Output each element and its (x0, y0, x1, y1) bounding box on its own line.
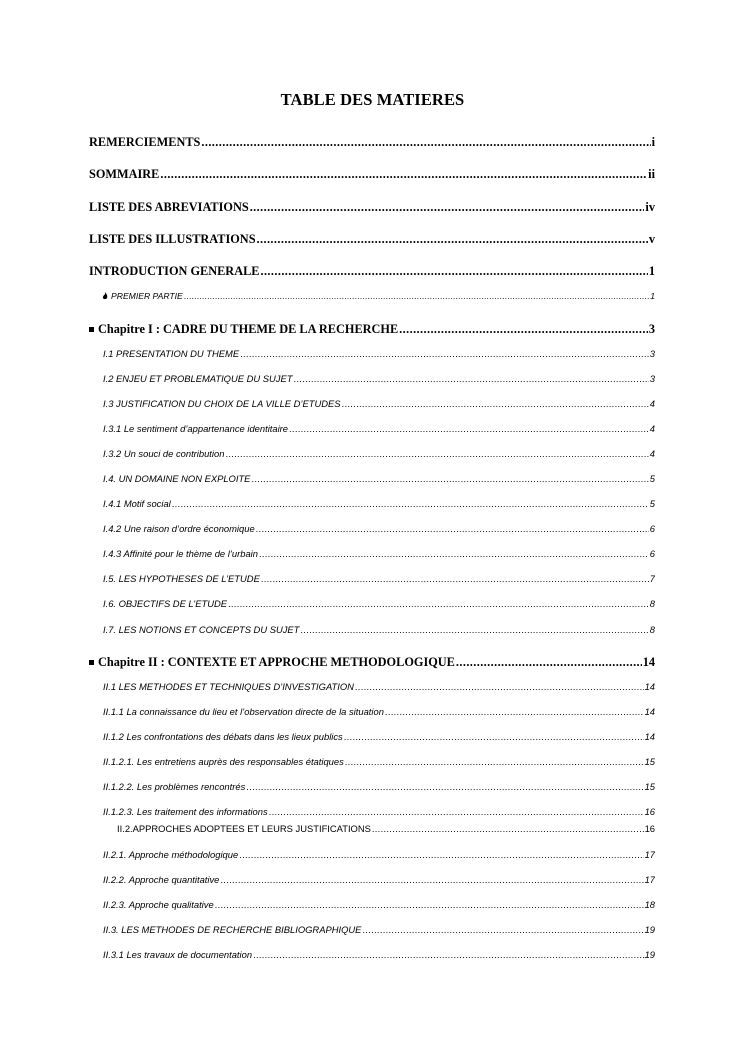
toc-entry-label: I.4.3 Affinité pour le thème de l’urbain (103, 548, 258, 559)
dot-leader (201, 135, 650, 150)
toc-entry-page: 14 (644, 731, 655, 742)
dot-leader (385, 706, 644, 717)
toc-entry-page: 6 (649, 548, 655, 559)
toc-entry-chapitre-2[interactable] (89, 655, 655, 671)
toc-entry-liste-illustrations[interactable] (89, 232, 655, 248)
toc-entry[interactable] (103, 681, 655, 695)
toc-entry[interactable] (103, 924, 655, 938)
toc-entry-label: I.3 JUSTIFICATION DU CHOIX DE LA VILLE D’ETUDES (103, 398, 341, 409)
dot-leader (253, 949, 644, 960)
toc-entry[interactable] (103, 706, 655, 720)
toc-entry-page: 5 (649, 498, 655, 509)
flame-icon (102, 292, 108, 300)
toc-entry-page: 4 (649, 398, 655, 409)
toc-entry-page: 3 (649, 373, 655, 384)
toc-entry-label: II.3. LES METHODES DE RECHERCHE BIBLIOGRAPHIQUE (103, 924, 362, 935)
toc-entry-page: 3 (649, 348, 655, 359)
toc-entry[interactable] (103, 874, 655, 888)
toc-entry-label: LISTE DES ILLUSTRATIONS (89, 232, 256, 246)
dot-leader (269, 806, 644, 817)
toc-entry-label: I.4.1 Motif social (103, 498, 171, 509)
dot-leader (261, 573, 649, 584)
dot-leader (342, 398, 649, 409)
dot-leader (345, 756, 644, 767)
toc-entry-label: II.2.APPROCHES ADOPTEES ET LEURS JUSTIFICATIONS (117, 823, 371, 834)
dot-leader (372, 823, 644, 834)
toc-entry-page: 5 (649, 473, 655, 484)
toc-entry[interactable] (103, 573, 655, 587)
dot-leader (257, 232, 648, 247)
toc-entry-page: 19 (644, 949, 655, 960)
toc-entry-label: I.2 ENJEU ET PROBLEMATIQUE DU SUJET (103, 373, 293, 384)
toc-entry-label: SOMMAIRE (89, 167, 160, 181)
toc-entry-page: 3 (648, 322, 655, 336)
toc-entry-remerciements[interactable] (89, 135, 655, 151)
toc-entry[interactable] (103, 423, 655, 437)
toc-entry-introduction[interactable] (89, 264, 655, 280)
dot-leader (250, 200, 645, 215)
toc-entry[interactable] (103, 548, 655, 562)
dot-leader (355, 681, 644, 692)
dot-leader (228, 598, 649, 609)
toc-entry-page: 17 (644, 874, 655, 885)
dot-leader (259, 548, 649, 559)
square-bullet-icon (89, 660, 94, 665)
toc-entry-chapitre-1[interactable] (89, 322, 655, 338)
toc-entry-label: I.7. LES NOTIONS ET CONCEPTS DU SUJET (103, 624, 300, 635)
toc-entry-page: 14 (644, 681, 655, 692)
toc-entry[interactable] (103, 949, 655, 963)
toc-entry-label: II.2.1. Approche méthodologique (103, 849, 239, 860)
toc-entry[interactable] (103, 781, 655, 795)
toc-entry-label: I.3.2 Un souci de contribution (103, 448, 225, 459)
dot-leader (251, 473, 648, 484)
toc-entry[interactable] (117, 823, 655, 837)
toc-entry-label: I.4. UN DOMAINE NON EXPLOITE (103, 473, 251, 484)
toc-entry-label: II.1.2.1. Les entretiens auprès des responsables étatiques (103, 756, 344, 767)
toc-entry-label: I.1 PRESENTATION DU THEME (103, 348, 240, 359)
toc-entry-label: LISTE DES ABREVIATIONS (89, 200, 249, 214)
toc-entry-page: 16 (644, 806, 655, 817)
toc-entry-page: 7 (649, 573, 655, 584)
toc-entry-label: Chapitre II : CONTEXTE ET APPROCHE METHODOLOGIQUE (98, 655, 455, 669)
toc-entry-premier-partie[interactable] (102, 291, 655, 304)
toc-entry-page: 1 (648, 264, 655, 278)
toc-entry-label: II.1.2 Les confrontations des débats dans les lieux publics (103, 731, 343, 742)
toc-entry-page: 15 (644, 781, 655, 792)
toc-entry-label: INTRODUCTION GENERALE (89, 264, 260, 278)
toc-entry-label-wrap (89, 655, 455, 670)
toc-entry[interactable] (103, 624, 655, 638)
toc-entry-label-wrap (89, 322, 398, 337)
toc-entry-label: I.6. OBJECTIFS DE L’ETUDE (103, 598, 227, 609)
toc-entry-page: 4 (649, 423, 655, 434)
toc-entry-label-wrap (102, 291, 183, 301)
toc-entry-page: 19 (644, 924, 655, 935)
toc-entry-page: v (648, 232, 655, 246)
dot-leader (344, 731, 644, 742)
dot-leader (220, 874, 643, 885)
toc-entry[interactable] (103, 473, 655, 487)
dot-leader (160, 167, 647, 182)
dot-leader (246, 781, 643, 792)
square-bullet-icon (89, 327, 94, 332)
toc-entry-label: II.1.1 La connaissance du lieu et l’observation directe de la situation (103, 706, 384, 717)
dot-leader (399, 322, 648, 337)
toc-entry-label: I.5. LES HYPOTHESES DE L’ETUDE (103, 573, 260, 584)
toc-entry[interactable] (103, 373, 655, 387)
dot-leader (260, 264, 647, 279)
toc-entry-label: I.3.1 Le sentiment d’appartenance identitaire (103, 423, 289, 434)
toc-entry-page: 6 (649, 523, 655, 534)
toc-entry-label: PREMIER PARTIE (111, 291, 183, 301)
toc-entry-page: 18 (644, 899, 655, 910)
toc-entry[interactable] (103, 806, 655, 820)
toc-entry-label: II.1.2.2. Les problèmes rencontrés (103, 781, 246, 792)
dot-leader (289, 423, 649, 434)
toc-entry-page: i (651, 135, 655, 149)
toc-entry-label: II.1.2.3. Les traitement des informations (103, 806, 268, 817)
toc-entry-label: II.3.1 Les travaux de documentation (103, 949, 253, 960)
dot-leader (240, 348, 649, 359)
toc-entry-page: 14 (642, 655, 655, 669)
toc-entry-page: 15 (644, 756, 655, 767)
toc-entry[interactable] (103, 498, 655, 512)
toc-entry-page: 8 (649, 598, 655, 609)
dot-leader (239, 849, 643, 860)
dot-leader (184, 291, 649, 301)
toc-entry-liste-abreviations[interactable] (89, 200, 655, 216)
toc-entry[interactable] (103, 398, 655, 412)
toc-entry-page: 4 (649, 448, 655, 459)
toc-entry-label: II.1 LES METHODES ET TECHNIQUES D’INVESTIGATION (103, 681, 354, 692)
toc-entry-page: 14 (644, 706, 655, 717)
dot-leader (256, 523, 649, 534)
toc-entry-page: 1 (650, 291, 655, 301)
toc-entry[interactable] (103, 849, 655, 863)
dot-leader (172, 498, 649, 509)
toc-entry[interactable] (103, 756, 655, 770)
toc-entry[interactable] (103, 731, 655, 745)
toc-entry[interactable] (103, 523, 655, 537)
toc-entry-page: 17 (644, 849, 655, 860)
toc-entry-label: II.2.2. Approche quantitative (103, 874, 220, 885)
dot-leader (362, 924, 643, 935)
dot-leader (293, 373, 648, 384)
dot-leader (225, 448, 648, 459)
toc-entry[interactable] (103, 598, 655, 612)
dot-leader (456, 655, 642, 670)
toc-entry[interactable] (103, 899, 655, 913)
toc-entry[interactable] (103, 348, 655, 362)
toc-entry[interactable] (103, 448, 655, 462)
toc-entry-sommaire[interactable] (89, 167, 655, 183)
toc-entry-page: 8 (649, 624, 655, 635)
dot-leader (300, 624, 648, 635)
toc-entry-label: I.4.2 Une raison d’ordre économique (103, 523, 255, 534)
toc-entry-label: Chapitre I : CADRE DU THEME DE LA RECHERCHE (98, 322, 399, 336)
toc-entry-page: iv (645, 200, 655, 214)
toc-entry-page: 16 (644, 823, 655, 834)
page-title: TABLE DES MATIERES (280, 90, 465, 109)
toc-entry-label: II.2.3. Approche qualitative (103, 899, 214, 910)
toc-entry-page: ii (648, 167, 655, 181)
toc-entry-label: REMERCIEMENTS (89, 135, 201, 149)
dot-leader (215, 899, 644, 910)
